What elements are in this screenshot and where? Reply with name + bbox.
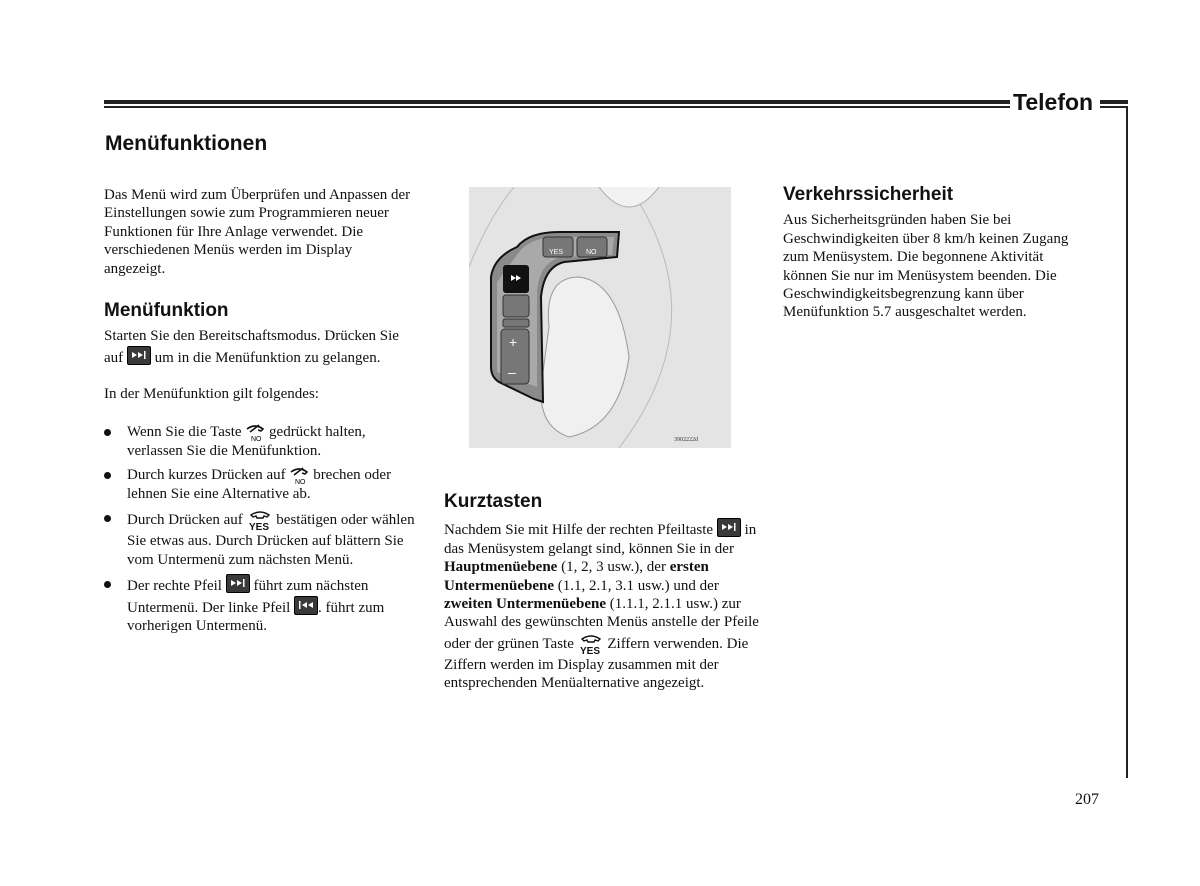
header-rule — [104, 100, 1010, 104]
phone-yes-icon — [578, 632, 604, 656]
svg-text:YES: YES — [579, 645, 600, 656]
right-column — [783, 186, 1083, 322]
svg-text:NO: NO — [251, 435, 262, 442]
list-item: Wenn Sie die Taste NO gedrückt halten, verlassen Sie die Menüfunktion. — [104, 422, 416, 460]
intro-text: Das Menü wird zum Überprüfen und Anpassen der Einstellungen sowie zum Programmieren neuer Funktionen für Ihre Anlage verwendet. Die verschiedenen Menüs werden im Display angezeigt. — [104, 187, 411, 277]
svg-text:YES: YES — [248, 522, 269, 533]
svg-text:3902222d: 3902222d — [674, 437, 698, 443]
svg-text:+: + — [509, 334, 518, 350]
svg-text:YES: YES — [549, 249, 564, 256]
verkehr-text: Aus Sicherheitsgründen haben Sie bei Geschwindigkeiten über 8 km/h keinen Zugang zum Menüsystem. Die begonnene Aktivität können Sie nur im Menüsystem beenden. Die Geschwindigkeitsbegrenzung kann über Menüfunktion 5.7 ausgeschaltet werden. — [783, 212, 1069, 321]
bullet-icon — [104, 515, 111, 522]
arrow-right-icon — [717, 518, 741, 537]
bullet-icon — [104, 429, 111, 436]
bullet-list — [104, 422, 416, 636]
arrow-right-icon — [127, 346, 151, 365]
menufunktion-heading: Menüfunktion — [104, 300, 229, 322]
kurztasten-text: Nachdem Sie mit Hilfe der rechten Pfeiltaste in das Menüsystem gelangt sind, können Sie in der Hauptmenüebene (1, 2, 3 usw.), der ersten Untermenüebene (1.1, 2.1, 3.1 usw.) und der zweiten Untermenüebene (1.1.1, 2.1.1 usw.) zur Auswahl des gewünschten Menüs anstelle der Pfeile oder der grünen Taste YES Ziffern verwenden. Die Ziffern werden im Display zusammen mit der entsprechenden Menüalternative angezeigt. — [444, 518, 764, 692]
list-item: Durch kurzes Drücken auf NO brechen oder lehnen Sie eine Alternative ab. — [104, 465, 416, 503]
verkehr-heading: Verkehrssicherheit — [783, 184, 954, 205]
list-item: Durch Drücken auf YES bestätigen oder wählen Sie etwas aus. Durch Drücken auf blättern Sie vom Untermenü zum nächsten Menü. — [104, 508, 416, 569]
phone-yes-icon — [247, 508, 273, 532]
bullet-icon — [104, 472, 111, 479]
menufunktion-text: Starten Sie den Bereitschaftsmodus. Drücken Sie auf um in die Menüfunktion zu gelangen. — [104, 328, 399, 366]
steering-wheel-figure — [469, 187, 731, 448]
svg-text:–: – — [508, 364, 516, 380]
list-item: Der rechte Pfeil führt zum nächsten Untermenü. Der linke Pfeil . führt zum vorherigen Untermenü. — [104, 574, 416, 635]
menufunktion-rules-intro: In der Menüfunktion gilt folgendes: — [104, 386, 319, 403]
bullet-icon — [104, 581, 111, 588]
arrow-right-icon — [226, 574, 250, 593]
section-title: Telefon — [1013, 89, 1094, 115]
svg-text:NO: NO — [586, 249, 597, 256]
header-rule — [1100, 100, 1128, 104]
phone-no-icon — [289, 465, 309, 485]
phone-no-icon — [245, 422, 265, 442]
kurztasten-heading: Kurztasten — [444, 491, 543, 512]
page-number: 207 — [1075, 791, 1099, 808]
arrow-left-icon — [294, 596, 318, 615]
margin-rule — [1126, 106, 1128, 778]
left-column — [104, 186, 416, 641]
page-title: Menüfunktionen — [105, 132, 268, 155]
header-rule — [104, 106, 1010, 108]
svg-text:NO: NO — [295, 479, 306, 486]
middle-column — [444, 493, 764, 693]
header-rule — [1100, 106, 1128, 108]
steering-wheel-controls-illustration — [469, 187, 731, 448]
